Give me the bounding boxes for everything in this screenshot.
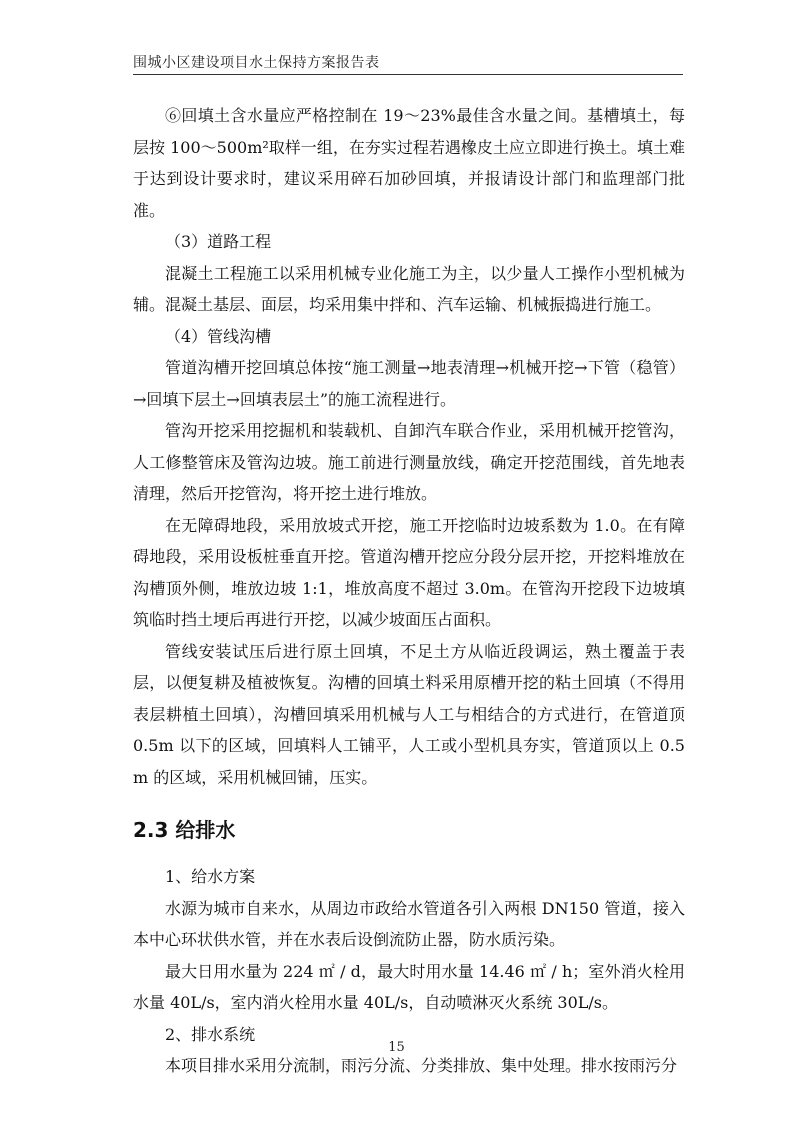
paragraph-road: 混凝土工程施工以采用机械专业化施工为主，以少量人工操作小型机械为辅。混凝土基层、面层，均采用集中拌和、汽车运输、机械振捣进行施工。 bbox=[133, 263, 685, 314]
subheading-water-supply: 1、给水方案 bbox=[165, 867, 256, 886]
paragraph-pipe-flow: 管道沟槽开挖回填总体按“施工测量→地表清理→机械开挖→下管（稳管）→回填下层土→回填表层土”的施工流程进行。 bbox=[133, 358, 685, 409]
paragraph-pipe-backfill: 管线安装试压后进行原土回填，不足土方从临近段调运，熟土覆盖于表层，以便复耕及植被恢复。沟槽的回填土料采用原槽开挖的粘土回填（不得用表层耕植土回填），沟槽回填采用机械与人工与相结合的方式进行，在管道顶 0.5m 以下的区域，回填料人工铺平，人工或小型机具夯实，管道顶以上 0.5m 的区域，采用机械回铺，压实。 bbox=[133, 641, 685, 787]
subheading-drainage: 2、排水系统 bbox=[165, 1024, 256, 1044]
paragraph-pipe-slope: 在无障碍地段，采用放坡式开挖，施工开挖临时边坡系数为 1.0。在有障碍地段，采用设板桩垂直开挖。管道沟槽开挖应分段分层开挖，开挖料堆放在沟槽顶外侧，堆放边坡 1:1，堆放高度不超过 3.0m。在管沟开挖段下边坡填筑临时挡土埂后再进行开挖，以减少坡面压占面积。 bbox=[133, 515, 685, 629]
paragraph-backfill: ⑥回填土含水量应严格控制在 19～23%最佳含水量之间。基槽填土，每层按 100～500m²取样一组，在夯实过程若遇橡皮土应立即进行换土。填土难于达到设计要求时，建议采用碎石加砂回填，并报请设计部门和监理部门批准。 bbox=[133, 106, 685, 220]
paragraph-pipe-excavation: 管沟开挖采用挖掘机和装载机、自卸汽车联合作业，采用机械开挖管沟，人工修整管床及管沟边坡。施工前进行测量放线，确定开挖范围线，首先地表清理，然后开挖管沟，将开挖土进行堆放。 bbox=[133, 421, 685, 503]
page-body bbox=[133, 100, 685, 1082]
subheading-road: （3）道路工程 bbox=[165, 232, 272, 251]
paragraph-water-source: 水源为城市自来水，从周边市政给水管道各引入两根 DN150 管道，接入本中心环状供水管，并在水表后设倒流防止器，防水质污染。 bbox=[133, 898, 685, 949]
paragraph-water-usage: 最大日用水量为 224 ㎡ / d，最大时用水量 14.46 ㎡ / h；室外消火栓用水量 40L/s，室内消火栓用水量 40L/s，自动喷淋灭火系统 30L/s。 bbox=[133, 961, 685, 1012]
section-heading: 2.3 给排水 bbox=[133, 818, 236, 842]
page-number: 15 bbox=[388, 1040, 405, 1055]
running-header: 围城小区建设项目水土保持方案报告表 bbox=[133, 55, 380, 71]
subheading-pipe-trench: （4）管线沟槽 bbox=[165, 326, 272, 346]
paragraph-drainage: 本项目排水采用分流制，雨污分流、分类排放、集中处理。排水按雨污分 bbox=[165, 1056, 678, 1075]
header-rule bbox=[133, 74, 683, 75]
